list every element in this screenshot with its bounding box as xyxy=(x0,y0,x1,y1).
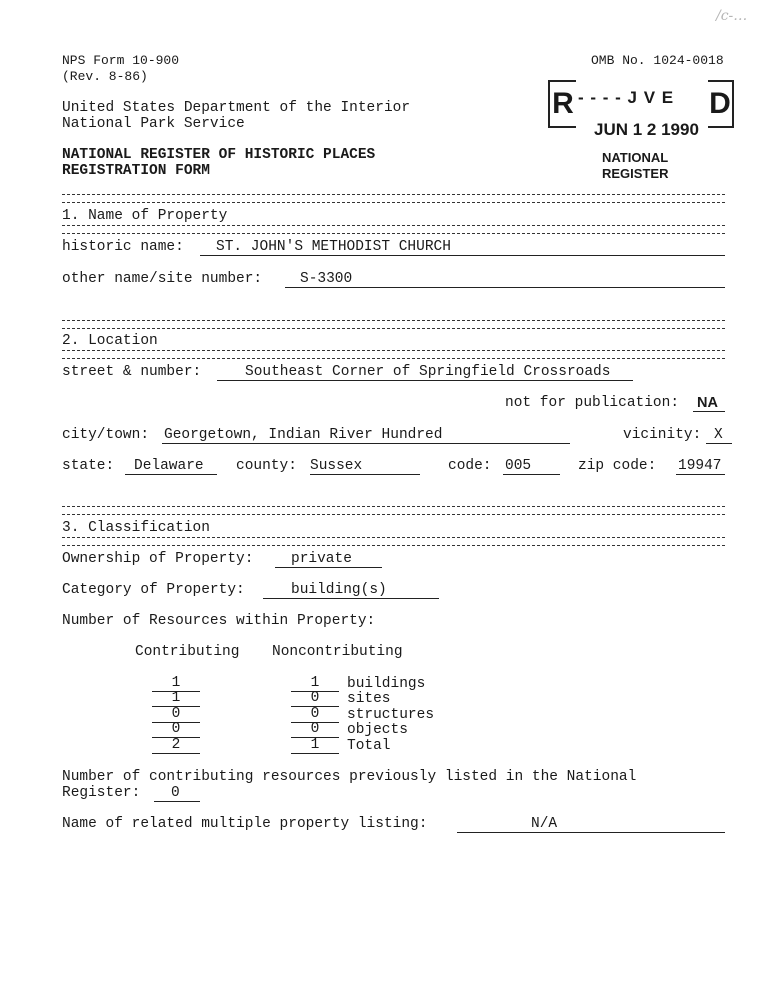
vicinity-label: vicinity: xyxy=(623,427,702,443)
resource-type-structures: structures xyxy=(347,707,435,723)
multiple-listing-label: Name of related multiple property listing: xyxy=(62,816,428,832)
resource-type-objects: objects xyxy=(347,722,408,738)
stamp-received-right: D xyxy=(708,80,734,128)
divider-double-line xyxy=(62,350,725,359)
not-for-publication-value: NA xyxy=(697,395,718,411)
noncontributing-count-objects: 0 xyxy=(291,722,339,738)
code-value: 005 xyxy=(505,458,532,474)
previously-listed-label-line1: Number of contributing resources previously listed in the National xyxy=(62,769,637,785)
city-label: city/town: xyxy=(62,427,150,443)
historic-name-label: historic name: xyxy=(62,239,184,255)
stamp-national: NATIONAL xyxy=(602,150,669,165)
historic-name-value: ST. JOHN'S METHODIST CHURCH xyxy=(216,239,451,255)
contributing-header: Contributing xyxy=(135,644,240,660)
contributing-count-objects: 0 xyxy=(152,722,200,738)
contributing-count-sites: 1 xyxy=(152,691,200,707)
corner-pencil-mark: /c-… xyxy=(716,8,748,24)
service-name: National Park Service xyxy=(62,116,245,132)
county-underline xyxy=(310,474,420,475)
vicinity-underline xyxy=(706,443,732,444)
divider-double-line xyxy=(62,225,725,234)
contributing-count-structures: 0 xyxy=(152,707,200,723)
received-stamp xyxy=(548,74,738,184)
code-underline xyxy=(503,474,560,475)
state-label: state: xyxy=(62,458,115,474)
section3-heading: 3. Classification xyxy=(62,520,210,536)
resource-type-sites: sites xyxy=(347,691,391,707)
stamp-date: JUN 1 2 1990 xyxy=(594,120,699,139)
category-value: building(s) xyxy=(291,582,387,598)
zip-label: zip code: xyxy=(578,458,657,474)
noncontributing-count-structures: 0 xyxy=(291,707,339,723)
contributing-count-total: 2 xyxy=(152,738,200,754)
category-label: Category of Property: xyxy=(62,582,245,598)
stamp-received-middle: - - - - J V E xyxy=(578,88,675,107)
other-name-label: other name/site number: xyxy=(62,271,263,287)
ownership-label: Ownership of Property: xyxy=(62,551,254,567)
stamp-register: REGISTER xyxy=(602,166,669,181)
previously-listed-underline xyxy=(154,801,200,802)
resources-label: Number of Resources within Property: xyxy=(62,613,376,629)
not-for-publication-underline xyxy=(693,411,725,412)
ownership-underline xyxy=(275,567,382,568)
noncontributing-count-sites: 0 xyxy=(291,691,339,707)
state-underline xyxy=(125,474,217,475)
resource-type-total: Total xyxy=(347,738,391,754)
county-value: Sussex xyxy=(310,458,363,474)
ownership-value: private xyxy=(291,551,352,567)
street-underline xyxy=(217,380,633,381)
divider-double-line xyxy=(62,194,725,203)
section1-heading: 1. Name of Property xyxy=(62,208,228,224)
noncontributing-count-total: 1 xyxy=(291,738,339,754)
multiple-listing-value: N/A xyxy=(531,816,558,832)
section2-heading: 2. Location xyxy=(62,333,158,349)
not-for-publication-label: not for publication: xyxy=(505,395,680,411)
zip-underline xyxy=(676,474,725,475)
category-underline xyxy=(263,598,439,599)
resource-type-buildings: buildings xyxy=(347,676,426,692)
city-underline xyxy=(162,443,570,444)
code-label: code: xyxy=(448,458,492,474)
noncontributing-header: Noncontributing xyxy=(272,644,403,660)
street-label: street & number: xyxy=(62,364,202,380)
previously-listed-label-line2: Register: xyxy=(62,785,141,801)
vicinity-value: X xyxy=(714,427,723,443)
other-name-value: S-3300 xyxy=(300,271,353,287)
county-label: county: xyxy=(236,458,297,474)
omb-number: OMB No. 1024-0018 xyxy=(591,53,724,68)
other-name-underline xyxy=(285,287,725,288)
street-value: Southeast Corner of Springfield Crossroads xyxy=(245,364,611,380)
contributing-count-buildings: 1 xyxy=(152,676,200,692)
multiple-listing-underline xyxy=(457,832,725,833)
department-name: United States Department of the Interior xyxy=(62,100,411,116)
form-number: NPS Form 10-900 xyxy=(62,53,180,68)
form-revision: (Rev. 8-86) xyxy=(62,69,148,84)
previously-listed-value: 0 xyxy=(171,785,180,801)
form-title-line2: REGISTRATION FORM xyxy=(62,163,210,179)
zip-value: 19947 xyxy=(678,458,722,474)
divider-double-line xyxy=(62,537,725,546)
noncontributing-count-buildings: 1 xyxy=(291,676,339,692)
divider-double-line xyxy=(62,506,725,515)
form-title-line1: NATIONAL REGISTER OF HISTORIC PLACES xyxy=(62,147,376,163)
divider-double-line xyxy=(62,320,725,329)
city-value: Georgetown, Indian River Hundred xyxy=(164,427,443,443)
historic-name-underline xyxy=(200,255,725,256)
state-value: Delaware xyxy=(134,458,204,474)
stamp-received-left: R xyxy=(548,80,576,128)
